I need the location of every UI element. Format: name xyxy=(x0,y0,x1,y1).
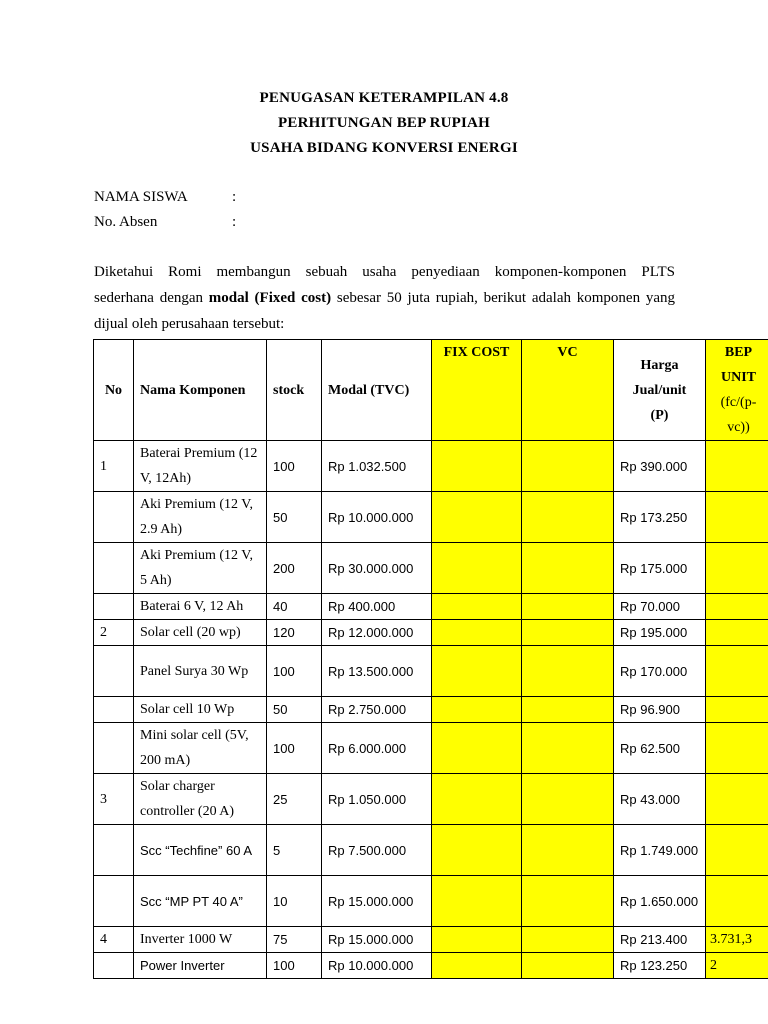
header-bep-line-4: vc)) xyxy=(727,420,750,435)
cell-no xyxy=(94,646,134,697)
cell-modal: Rp 1.032.500 xyxy=(322,441,432,492)
table-row xyxy=(94,646,768,697)
header-stock: stock xyxy=(267,340,322,441)
cell-stock: 50 xyxy=(267,697,322,723)
cell-bep[interactable] xyxy=(706,492,768,543)
cell-modal: Rp 15.000.000 xyxy=(322,876,432,927)
cell-stock: 10 xyxy=(267,876,322,927)
cell-name: Panel Surya 30 Wp xyxy=(134,646,267,697)
table-row xyxy=(94,543,768,594)
cell-price: Rp 195.000 xyxy=(614,620,706,646)
student-identity xyxy=(94,185,237,235)
student-name-row xyxy=(94,185,237,210)
table-row xyxy=(94,620,768,646)
cell-stock: 25 xyxy=(267,774,322,825)
header-harga-line-1: Harga xyxy=(640,357,679,373)
cell-no: 3 xyxy=(94,774,134,825)
header-harga xyxy=(614,340,706,441)
cell-price: Rp 170.000 xyxy=(614,646,706,697)
cell-fix-cost[interactable] xyxy=(432,723,522,774)
cell-no xyxy=(94,697,134,723)
cell-vc[interactable] xyxy=(522,492,614,543)
cell-bep[interactable] xyxy=(706,876,768,927)
header-vc: VC xyxy=(522,340,614,441)
title-line-3: USAHA BIDANG KONVERSI ENERGI xyxy=(250,140,518,156)
cell-name: Aki Premium (12 V, 2.9 Ah) xyxy=(134,492,267,543)
table-body xyxy=(94,441,768,979)
cell-stock: 100 xyxy=(267,723,322,774)
cell-bep[interactable] xyxy=(706,825,768,876)
cell-fix-cost[interactable] xyxy=(432,953,522,979)
cell-stock: 75 xyxy=(267,927,322,953)
cell-price: Rp 96.900 xyxy=(614,697,706,723)
cell-stock: 100 xyxy=(267,953,322,979)
cell-vc[interactable] xyxy=(522,594,614,620)
cell-bep[interactable] xyxy=(706,594,768,620)
cell-vc[interactable] xyxy=(522,723,614,774)
cell-no xyxy=(94,543,134,594)
cell-no xyxy=(94,825,134,876)
cell-bep[interactable]: 2 xyxy=(706,953,768,979)
cell-bep[interactable] xyxy=(706,441,768,492)
table-row xyxy=(94,876,768,927)
cell-stock: 50 xyxy=(267,492,322,543)
cell-bep[interactable] xyxy=(706,620,768,646)
cell-name: Mini solar cell (5V, 200 mA) xyxy=(134,723,267,774)
cell-name: Solar cell (20 wp) xyxy=(134,620,267,646)
paragraph-line-2-post: sebesar 50 juta rupiah, berikut adalah komponen yang xyxy=(331,290,675,306)
cell-fix-cost[interactable] xyxy=(432,876,522,927)
header-harga-line-3: (P) xyxy=(650,407,669,423)
cell-modal: Rp 1.050.000 xyxy=(322,774,432,825)
cell-no xyxy=(94,876,134,927)
cell-vc[interactable] xyxy=(522,825,614,876)
cell-modal: Rp 30.000.000 xyxy=(322,543,432,594)
cell-bep[interactable] xyxy=(706,723,768,774)
cell-modal: Rp 7.500.000 xyxy=(322,825,432,876)
table-row xyxy=(94,723,768,774)
document-title xyxy=(0,86,768,161)
cell-fix-cost[interactable] xyxy=(432,620,522,646)
cell-stock: 100 xyxy=(267,646,322,697)
cell-price: Rp 1.749.000 xyxy=(614,825,706,876)
cell-fix-cost[interactable] xyxy=(432,492,522,543)
header-bep-line-3: (fc/(p- xyxy=(720,395,757,410)
cell-no: 4 xyxy=(94,927,134,953)
cell-bep[interactable]: 3.731,3 xyxy=(706,927,768,953)
cell-price: Rp 70.000 xyxy=(614,594,706,620)
cell-name: Baterai 6 V, 12 Ah xyxy=(134,594,267,620)
cell-price: Rp 43.000 xyxy=(614,774,706,825)
cell-vc[interactable] xyxy=(522,646,614,697)
cell-vc[interactable] xyxy=(522,441,614,492)
header-harga-line-2: Jual/unit xyxy=(632,382,687,398)
cell-stock: 5 xyxy=(267,825,322,876)
cell-price: Rp 213.400 xyxy=(614,927,706,953)
problem-paragraph xyxy=(94,259,675,337)
cell-name: Solar charger controller (20 A) xyxy=(134,774,267,825)
cell-bep[interactable] xyxy=(706,697,768,723)
cell-name: Aki Premium (12 V, 5 Ah) xyxy=(134,543,267,594)
cell-stock: 200 xyxy=(267,543,322,594)
paragraph-line-1: Diketahui Romi membangun sebuah usaha penyediaan komponen-komponen PLTS xyxy=(94,264,675,280)
cell-fix-cost[interactable] xyxy=(432,594,522,620)
cell-modal: Rp 10.000.000 xyxy=(322,492,432,543)
header-no: No xyxy=(94,340,134,441)
cell-bep[interactable] xyxy=(706,774,768,825)
cell-no xyxy=(94,953,134,979)
cell-no xyxy=(94,723,134,774)
cell-modal: Rp 2.750.000 xyxy=(322,697,432,723)
cell-modal: Rp 6.000.000 xyxy=(322,723,432,774)
cell-stock: 40 xyxy=(267,594,322,620)
cell-fix-cost[interactable] xyxy=(432,646,522,697)
cell-modal: Rp 400.000 xyxy=(322,594,432,620)
paragraph-line-3: dijual oleh perusahaan tersebut: xyxy=(94,316,285,332)
student-name-label: NAMA SISWA xyxy=(94,189,188,205)
header-modal: Modal (TVC) xyxy=(322,340,432,441)
table-row xyxy=(94,774,768,825)
cell-fix-cost[interactable] xyxy=(432,825,522,876)
cell-modal: Rp 12.000.000 xyxy=(322,620,432,646)
cell-vc[interactable] xyxy=(522,774,614,825)
table-row xyxy=(94,953,768,979)
student-absen-row xyxy=(94,210,237,235)
cell-fix-cost[interactable] xyxy=(432,774,522,825)
cell-name: Baterai Premium (12 V, 12Ah) xyxy=(134,441,267,492)
cell-no: 1 xyxy=(94,441,134,492)
cell-stock: 120 xyxy=(267,620,322,646)
table-row xyxy=(94,697,768,723)
cell-stock: 100 xyxy=(267,441,322,492)
cell-vc[interactable] xyxy=(522,927,614,953)
cell-price: Rp 175.000 xyxy=(614,543,706,594)
fixed-cost-emphasis: modal (Fixed cost) xyxy=(208,290,332,306)
cell-no: 2 xyxy=(94,620,134,646)
cell-vc[interactable] xyxy=(522,876,614,927)
student-name-colon: : xyxy=(232,189,237,205)
student-absen-colon: : xyxy=(232,214,237,230)
title-line-2: PERHITUNGAN BEP RUPIAH xyxy=(278,115,490,131)
cell-price: Rp 390.000 xyxy=(614,441,706,492)
cell-name: Solar cell 10 Wp xyxy=(134,697,267,723)
cell-vc[interactable] xyxy=(522,543,614,594)
cell-name: Power Inverter xyxy=(134,953,267,979)
cell-modal: Rp 15.000.000 xyxy=(322,927,432,953)
paragraph-line-2 xyxy=(94,285,675,311)
header-bep-line-2: UNIT xyxy=(720,370,756,385)
cell-fix-cost[interactable] xyxy=(432,543,522,594)
cell-vc[interactable] xyxy=(522,620,614,646)
cell-name: Inverter 1000 W xyxy=(134,927,267,953)
cell-name: Scc “MP PT 40 A” xyxy=(134,876,267,927)
table-row xyxy=(94,492,768,543)
cell-name: Scc “Techfine” 60 A xyxy=(134,825,267,876)
student-absen-label: No. Absen xyxy=(94,214,158,230)
table-row xyxy=(94,441,768,492)
table-row xyxy=(94,594,768,620)
cell-bep[interactable] xyxy=(706,646,768,697)
cell-fix-cost[interactable] xyxy=(432,697,522,723)
table-header-row xyxy=(94,340,768,441)
cell-price: Rp 123.250 xyxy=(614,953,706,979)
cell-price: Rp 62.500 xyxy=(614,723,706,774)
header-fix-cost: FIX COST xyxy=(432,340,522,441)
cell-fix-cost[interactable] xyxy=(432,927,522,953)
components-table xyxy=(93,339,768,979)
cell-no xyxy=(94,594,134,620)
table-row xyxy=(94,927,768,953)
header-name: Nama Komponen xyxy=(134,340,267,441)
title-line-1: PENUGASAN KETERAMPILAN 4.8 xyxy=(259,90,509,106)
table-row xyxy=(94,825,768,876)
header-bep-line-1: BEP xyxy=(724,345,753,360)
cell-vc[interactable] xyxy=(522,953,614,979)
cell-no xyxy=(94,492,134,543)
cell-fix-cost[interactable] xyxy=(432,441,522,492)
cell-modal: Rp 13.500.000 xyxy=(322,646,432,697)
cell-bep[interactable] xyxy=(706,543,768,594)
cell-modal: Rp 10.000.000 xyxy=(322,953,432,979)
cell-vc[interactable] xyxy=(522,697,614,723)
cell-price: Rp 173.250 xyxy=(614,492,706,543)
cell-price: Rp 1.650.000 xyxy=(614,876,706,927)
paragraph-line-2-pre: sederhana dengan xyxy=(94,290,209,306)
header-bep-unit xyxy=(706,340,768,441)
